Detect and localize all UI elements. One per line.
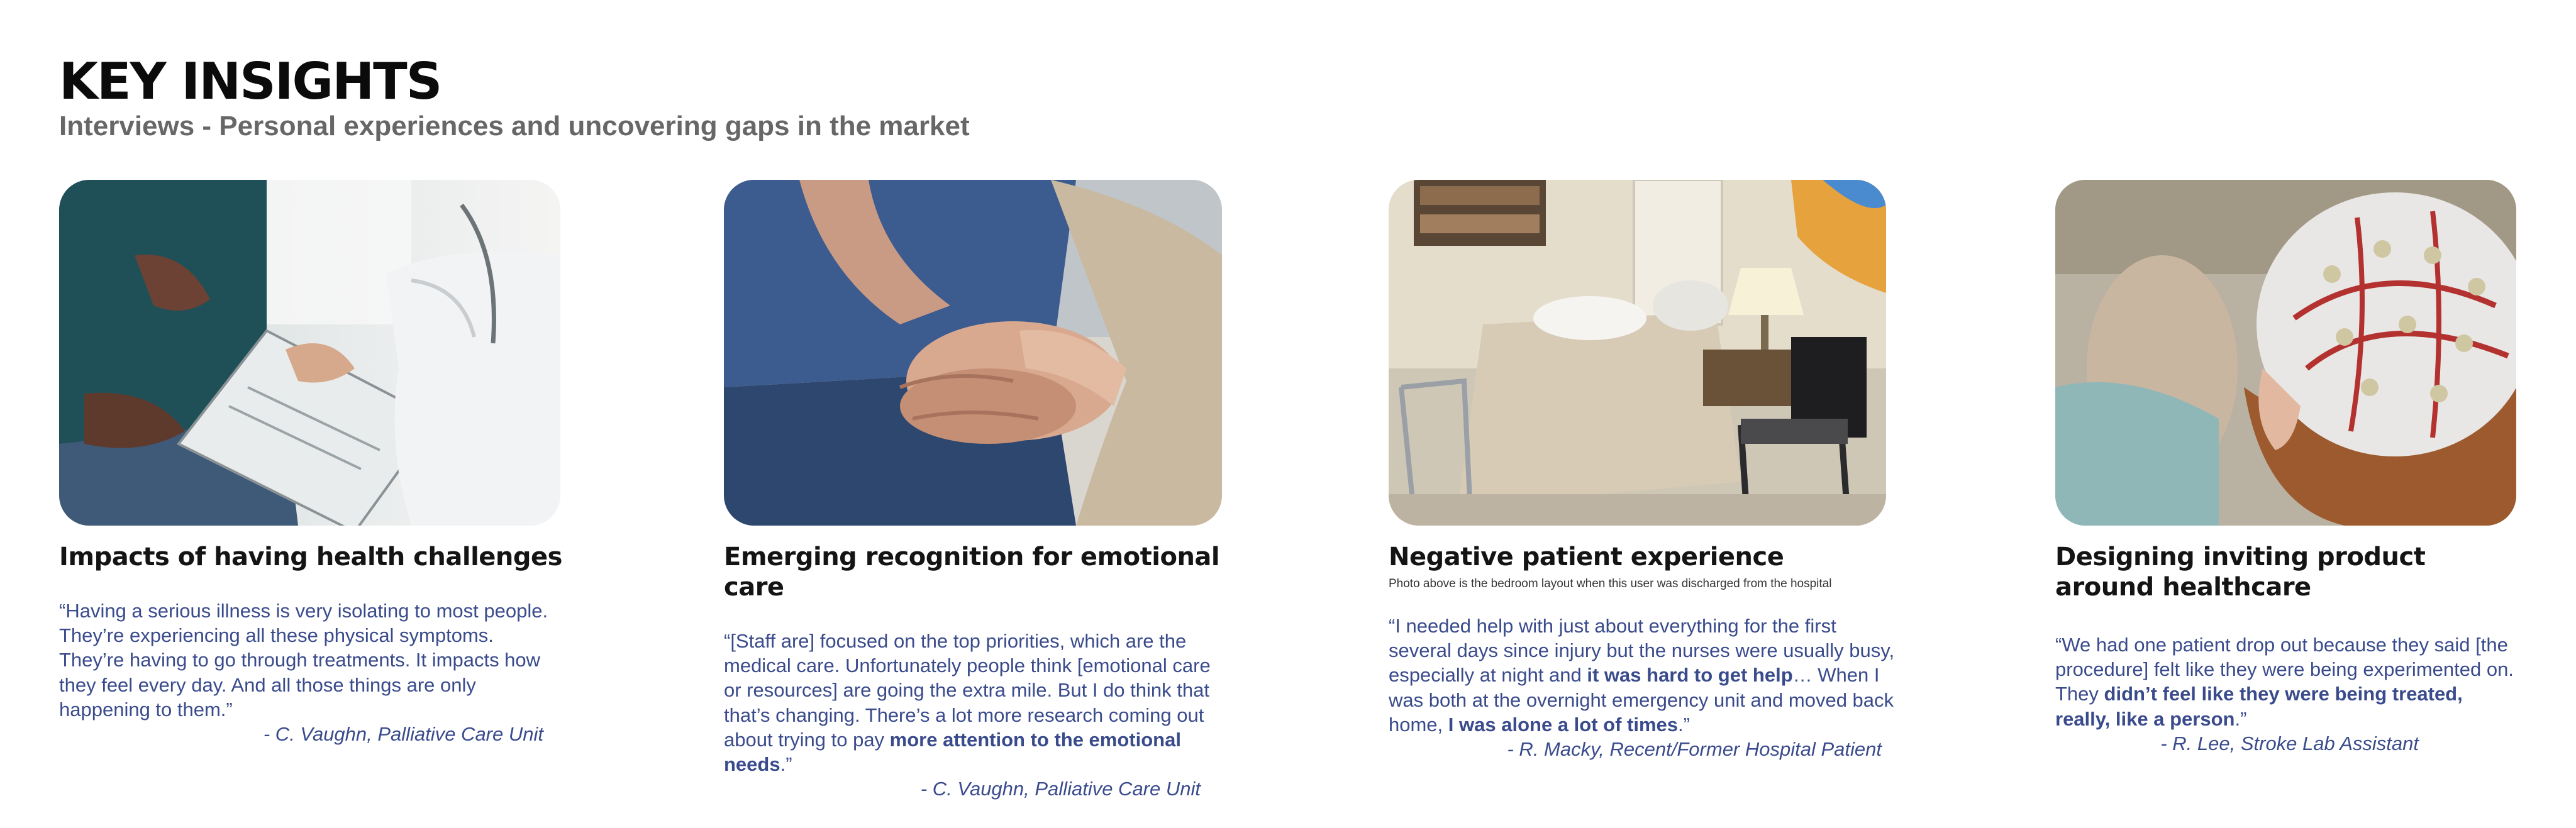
card-attribution: - C. Vaughn, Palliative Care Unit [920, 778, 1201, 800]
bedroom-illustration [1389, 180, 1886, 526]
insight-card-1 [59, 180, 562, 747]
insight-card-4 [2055, 180, 2521, 756]
card-quote [724, 629, 1227, 776]
holding-hands-illustration [724, 180, 1222, 526]
quote-text: … When I was both at the overnight emergency unit and moved back home, [1389, 664, 1894, 736]
card-photo-eeg-cap [2055, 180, 2516, 526]
card-quote [59, 599, 556, 722]
quote-text: “[Staff are] focused on the top priorities, which are the medical care. Unfortunately people think [emotional care or resources] are going the extra mile. But I do think that that’s changing. There’s a lot more research coming out about trying to pay [724, 630, 1211, 751]
doctor-consult-illustration [59, 180, 560, 526]
quote-emphasis: didn’t feel like they were being treated, really, like a person [2055, 683, 2463, 730]
insight-card-3 [1389, 180, 1895, 762]
card-photo-bedroom [1389, 180, 1886, 526]
page-title: KEY INSIGHTS [59, 52, 441, 111]
photo-caption: Photo above is the bedroom layout when this user was discharged from the hospital [1389, 577, 1832, 590]
card-title: Designing inviting product around healthcare [2055, 543, 2426, 602]
quote-emphasis: it was hard to get help [1587, 664, 1793, 687]
card-title: Emerging recognition for emotional care [724, 543, 1220, 602]
insight-card-2 [724, 180, 1227, 802]
page-subtitle: Interviews - Personal experiences and uncovering gaps in the market [59, 111, 970, 141]
card-quote [2055, 632, 2521, 731]
card-attribution: - C. Vaughn, Palliative Care Unit [263, 723, 543, 746]
card-title: Negative patient experience [1389, 543, 1784, 571]
quote-text: “I needed help with just about everything for the first several days since injury but the nurses were usually busy, especially at night and [1389, 615, 1895, 687]
card-photo-doctor-consult [59, 180, 560, 526]
quote-emphasis: more attention to the emotional needs [724, 728, 1181, 776]
card-quote [1389, 614, 1898, 737]
quote-text: “We had one patient drop out because they said [the procedure] felt like they were being experimented on. They [2055, 634, 2514, 705]
quote-text: .” [780, 753, 792, 776]
card-photo-holding-hands [724, 180, 1222, 526]
quote-text: .” [1678, 713, 1690, 736]
card-title: Impacts of having health challenges [59, 543, 562, 571]
eeg-cap-illustration [2055, 180, 2516, 526]
header [59, 52, 970, 142]
quote-emphasis: I was alone a lot of times [1448, 713, 1678, 736]
card-attribution: - R. Lee, Stroke Lab Assistant [2160, 732, 2419, 754]
quote-text: .” [2235, 707, 2247, 730]
card-attribution: - R. Macky, Recent/Former Hospital Patient [1507, 738, 1882, 761]
quote-text: “Having a serious illness is very isolating to most people. They’re experiencing all these physical symptoms. They’re having to go through treatments. It impacts how they feel every day. And all those things are only happening to them.” [59, 600, 548, 720]
